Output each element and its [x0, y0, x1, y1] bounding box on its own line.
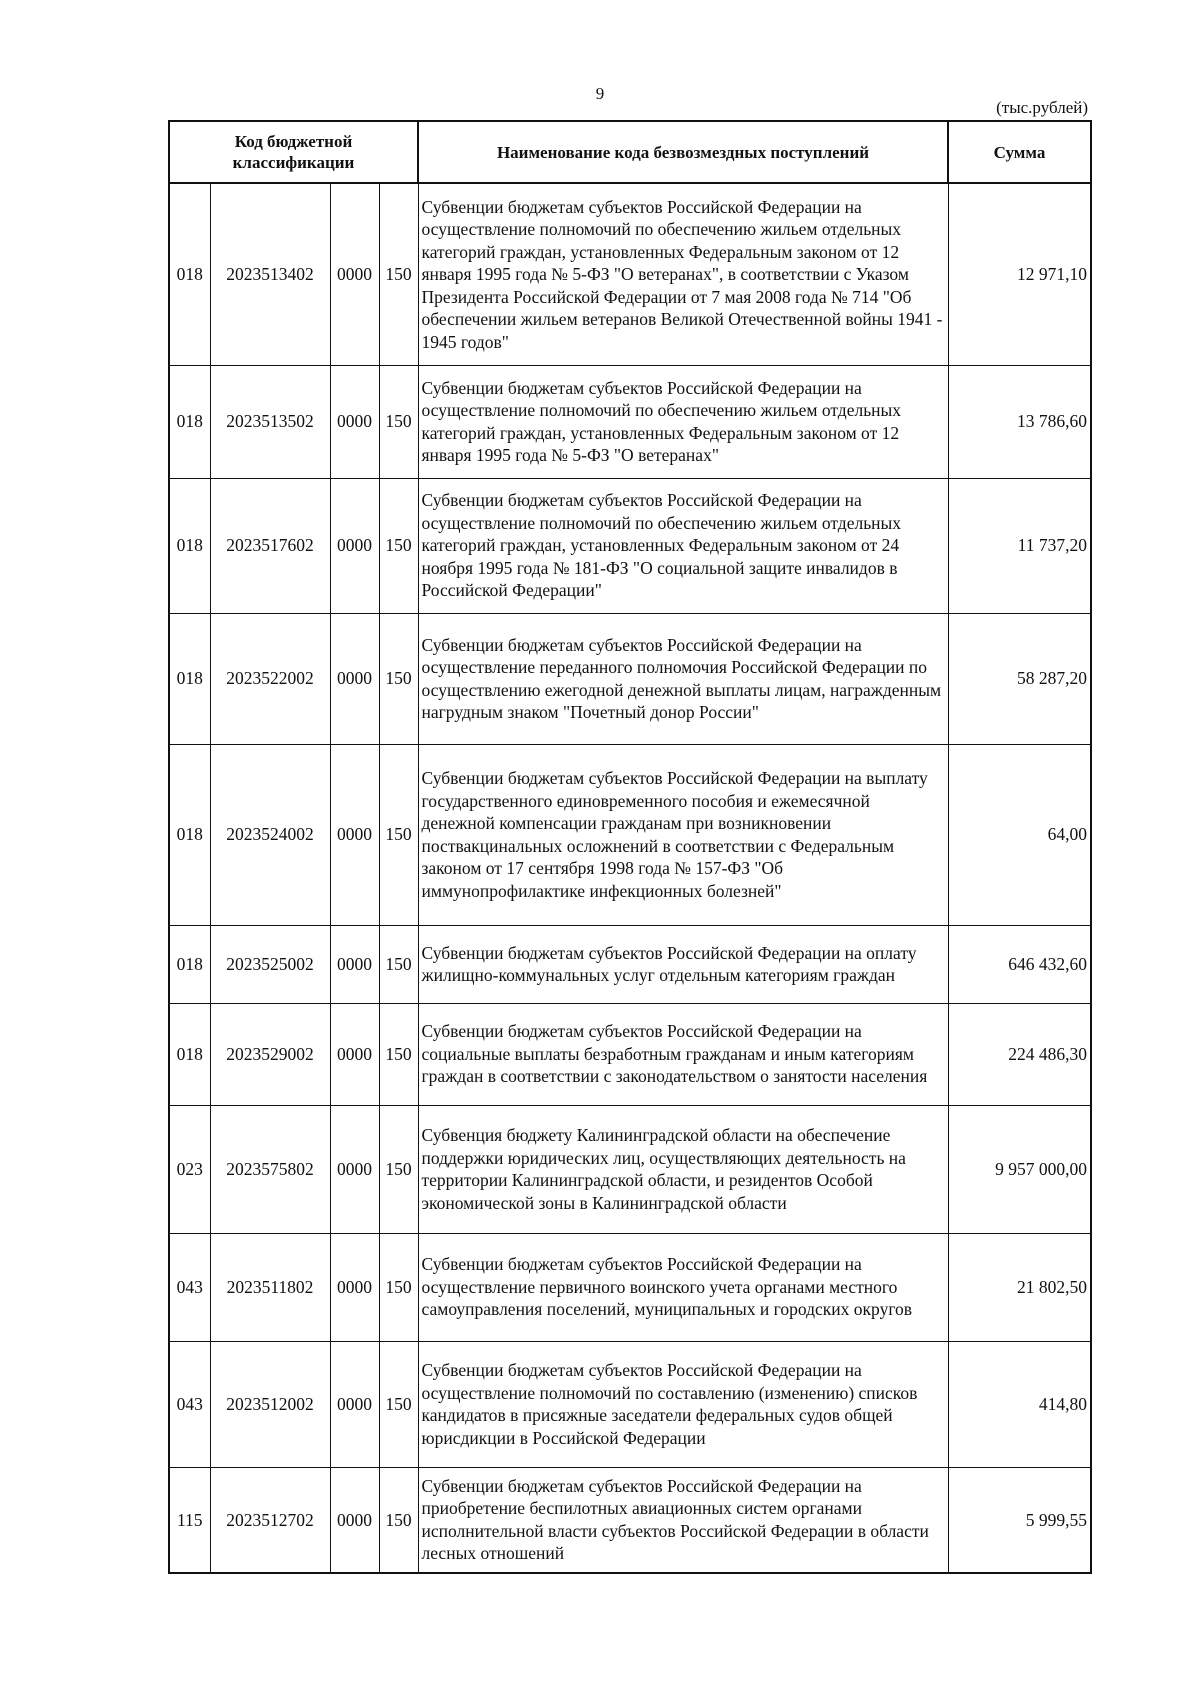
income-sum: 21 802,50 — [948, 1233, 1091, 1341]
table-row — [169, 1233, 1091, 1341]
program-code: 0000 — [330, 613, 379, 744]
income-sum: 12 971,10 — [948, 183, 1091, 365]
kosgu-code: 150 — [379, 925, 418, 1003]
admin-code: 018 — [169, 365, 210, 478]
admin-code: 023 — [169, 1105, 210, 1233]
kosgu-code: 150 — [379, 365, 418, 478]
admin-code: 018 — [169, 478, 210, 613]
admin-code: 043 — [169, 1341, 210, 1467]
kosgu-code: 150 — [379, 183, 418, 365]
income-code: 2023517602 — [210, 478, 330, 613]
table-row — [169, 744, 1091, 925]
income-name: Субвенции бюджетам субъектов Российской Федерации на осуществление полномочий по обеспечению жильем отдельных категорий граждан, установленных Федеральным законом от 24 ноября 1995 года № 181-ФЗ "О социальной защите инвалидов в Российской Федерации" — [418, 478, 948, 613]
table-row — [169, 365, 1091, 478]
units-label: (тыс.рублей) — [996, 98, 1088, 117]
income-code: 2023575802 — [210, 1105, 330, 1233]
income-code: 2023524002 — [210, 744, 330, 925]
table-row — [169, 183, 1091, 365]
income-name: Субвенции бюджетам субъектов Российской Федерации на выплату государственного единовременного пособия и ежемесячной денежной компенсации гражданам при возникновении поствакцинальных осложнений в соответствии с Федеральным законом от 17 сентября 1998 года № 157-ФЗ "Об иммунопрофилактике инфекционных болезней" — [418, 744, 948, 925]
admin-code: 115 — [169, 1467, 210, 1573]
income-code: 2023513502 — [210, 365, 330, 478]
program-code: 0000 — [330, 1233, 379, 1341]
program-code: 0000 — [330, 744, 379, 925]
table-row — [169, 613, 1091, 744]
income-sum: 224 486,30 — [948, 1003, 1091, 1105]
page-number: 9 — [595, 84, 605, 103]
table-row — [169, 1341, 1091, 1467]
kosgu-code: 150 — [379, 1467, 418, 1573]
program-code: 0000 — [330, 478, 379, 613]
income-name: Субвенции бюджетам субъектов Российской Федерации на осуществление полномочий по составлению (изменению) списков кандидатов в присяжные заседатели федеральных судов общей юрисдикции в Российской Федерации — [418, 1341, 948, 1467]
kosgu-code: 150 — [379, 744, 418, 925]
income-name: Субвенции бюджетам субъектов Российской Федерации на осуществление полномочий по обеспечению жильем отдельных категорий граждан, установленных Федеральным законом от 12 января 1995 года № 5-ФЗ "О ветеранах" — [418, 365, 948, 478]
admin-code: 018 — [169, 1003, 210, 1105]
admin-code: 018 — [169, 925, 210, 1003]
kosgu-code: 150 — [379, 1233, 418, 1341]
income-name: Субвенция бюджету Калининградской области на обеспечение поддержки юридических лиц, осуществляющих деятельность на территории Калининградской области, и резидентов Особой экономической зоны в Калининградской области — [418, 1105, 948, 1233]
income-sum: 11 737,20 — [948, 478, 1091, 613]
program-code: 0000 — [330, 1467, 379, 1573]
kosgu-code: 150 — [379, 613, 418, 744]
income-name: Субвенции бюджетам субъектов Российской Федерации на социальные выплаты безработным гражданам и иным категориям граждан в соответствии с законодательством о занятости населения — [418, 1003, 948, 1105]
income-code: 2023511802 — [210, 1233, 330, 1341]
budget-table — [168, 120, 1092, 1574]
income-sum: 5 999,55 — [948, 1467, 1091, 1573]
table-row — [169, 1003, 1091, 1105]
income-name: Субвенции бюджетам субъектов Российской Федерации на осуществление полномочий по обеспечению жильем отдельных категорий граждан, установленных Федеральным законом от 12 января 1995 года № 5-ФЗ "О ветеранах", в соответствии с Указом Президента Российской Федерации от 7 мая 2008 года № 714 "Об обеспечении жильем ветеранов Великой Отечественной войны 1941 - 1945 годов" — [418, 183, 948, 365]
kosgu-code: 150 — [379, 1003, 418, 1105]
admin-code: 018 — [169, 613, 210, 744]
income-sum: 13 786,60 — [948, 365, 1091, 478]
income-sum: 646 432,60 — [948, 925, 1091, 1003]
program-code: 0000 — [330, 365, 379, 478]
program-code: 0000 — [330, 1105, 379, 1233]
kosgu-code: 150 — [379, 478, 418, 613]
table-row — [169, 925, 1091, 1003]
income-name: Субвенции бюджетам субъектов Российской Федерации на приобретение беспилотных авиационных систем органами исполнительной власти субъектов Российской Федерации в области лесных отношений — [418, 1467, 948, 1573]
income-code: 2023512002 — [210, 1341, 330, 1467]
income-name: Субвенции бюджетам субъектов Российской Федерации на оплату жилищно-коммунальных услуг отдельным категориям граждан — [418, 925, 948, 1003]
income-code: 2023513402 — [210, 183, 330, 365]
income-sum: 9 957 000,00 — [948, 1105, 1091, 1233]
header-name: Наименование кода безвозмездных поступлений — [418, 121, 948, 183]
program-code: 0000 — [330, 1341, 379, 1467]
admin-code: 018 — [169, 744, 210, 925]
admin-code: 043 — [169, 1233, 210, 1341]
kosgu-code: 150 — [379, 1105, 418, 1233]
income-sum: 64,00 — [948, 744, 1091, 925]
table-row — [169, 478, 1091, 613]
income-name: Субвенции бюджетам субъектов Российской Федерации на осуществление переданного полномочия Российской Федерации по осуществлению ежегодной денежной выплаты лицам, награжденным нагрудным знаком "Почетный донор России" — [418, 613, 948, 744]
income-code: 2023522002 — [210, 613, 330, 744]
header-sum: Сумма — [948, 121, 1091, 183]
income-sum: 58 287,20 — [948, 613, 1091, 744]
table-header-row — [169, 121, 1091, 183]
income-code: 2023529002 — [210, 1003, 330, 1105]
table-body — [169, 183, 1091, 1573]
income-sum: 414,80 — [948, 1341, 1091, 1467]
income-code: 2023525002 — [210, 925, 330, 1003]
admin-code: 018 — [169, 183, 210, 365]
program-code: 0000 — [330, 183, 379, 365]
table-row — [169, 1105, 1091, 1233]
program-code: 0000 — [330, 925, 379, 1003]
program-code: 0000 — [330, 1003, 379, 1105]
income-name: Субвенции бюджетам субъектов Российской Федерации на осуществление первичного воинского учета органами местного самоуправления поселений, муниципальных и городских округов — [418, 1233, 948, 1341]
header-code: Код бюджетной классификации — [169, 121, 418, 183]
table-row — [169, 1467, 1091, 1573]
kosgu-code: 150 — [379, 1341, 418, 1467]
income-code: 2023512702 — [210, 1467, 330, 1573]
